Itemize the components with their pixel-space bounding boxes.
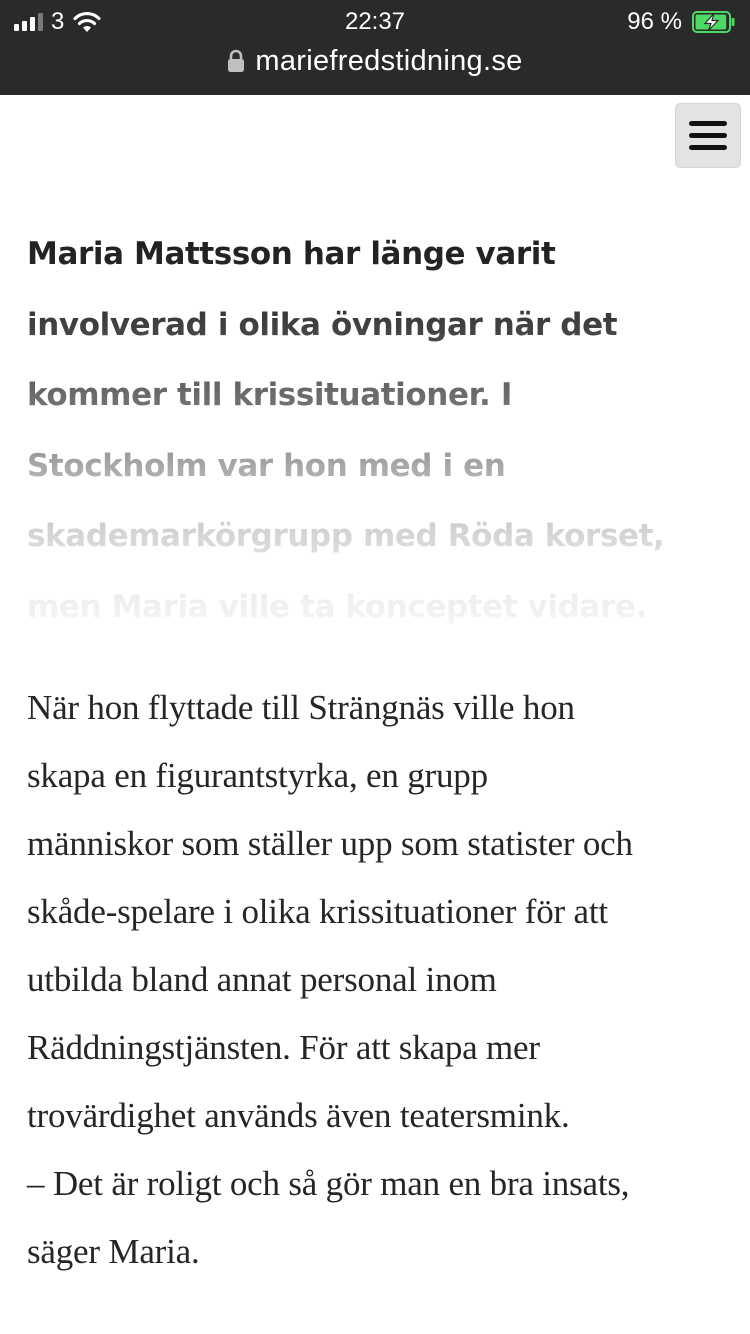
lead-line: skademarkörgrupp med Röda korset,	[27, 518, 665, 554]
status-right	[627, 7, 736, 37]
menu-bar-line	[689, 133, 727, 138]
url-text: mariefredstidning.se	[255, 44, 523, 77]
lead-line: Maria Mattsson har länge varit	[27, 236, 556, 272]
body-line: skåde-spelare i olika krissituationer för att	[27, 892, 608, 931]
article-lead	[27, 219, 727, 642]
hamburger-menu-button[interactable]	[675, 103, 741, 168]
menu-bar-line	[689, 121, 727, 126]
lead-line: men Maria ville ta konceptet vidare.	[27, 588, 647, 625]
body-line: – Det är roligt och så gör man en bra insats,	[27, 1164, 630, 1203]
lock-icon	[227, 49, 245, 73]
status-bar	[0, 0, 750, 95]
body-line: Räddningstjänsten. För att skapa mer	[27, 1028, 540, 1067]
address-bar[interactable]	[0, 42, 750, 80]
menu-bar-line	[689, 145, 727, 150]
article-body	[27, 674, 732, 1286]
body-line: utbilda bland annat personal inom	[27, 960, 497, 999]
body-line: skapa en figurantstyrka, en grupp	[27, 756, 488, 795]
lead-line: Stockholm var hon med i en	[27, 447, 506, 484]
battery-charging-icon	[692, 11, 736, 33]
status-time: 22:37	[344, 8, 406, 35]
body-line: trovärdighet används även teatersmink.	[27, 1096, 570, 1135]
lead-line: involverad i olika övningar när det	[27, 306, 618, 343]
battery-percent: 96 %	[627, 8, 682, 35]
carrier-label: 3	[51, 8, 65, 35]
lead-line: kommer till krissituationer. I	[27, 377, 512, 413]
body-line: När hon flyttade till Strängnäs ville hon	[27, 688, 575, 727]
body-line: säger Maria.	[27, 1232, 200, 1271]
body-line: människor som ställer upp som statister och	[27, 824, 633, 863]
